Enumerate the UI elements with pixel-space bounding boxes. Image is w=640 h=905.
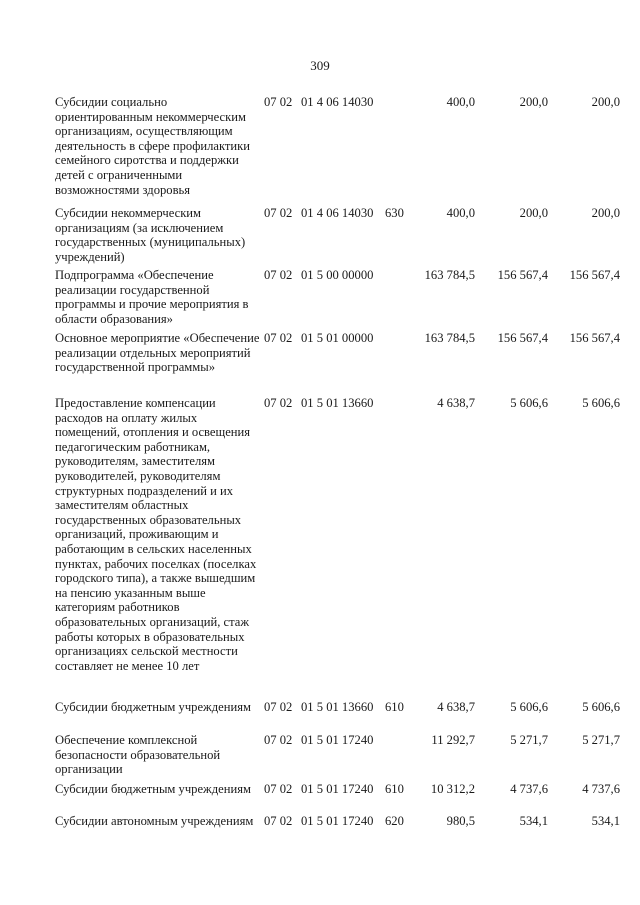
target-article: 01 5 01 13660	[301, 700, 374, 714]
row-name: Основное мероприятие «Обеспечение реализации отдельных мероприятий государственной программы»	[55, 331, 260, 375]
target-article: 01 5 01 13660	[301, 396, 374, 410]
row-name: Предоставление компенсации расходов на оплату жилых помещений, отопления и освещения педагогическим работникам, руководителям, заместителям руководителей, руководителям структурных подразделений и их заместителям областных государственных образовательных организаций, проживающим и работающим в сельских населенных пунктах, рабочих поселках (поселках городского типа), а также вышедшим на пенсию указанным выше категориям работников образовательных организаций, стаж работы которых в образовательных организациях сельской местности составляет не менее 10 лет	[55, 396, 257, 673]
row-name: Субсидии бюджетным учреждениям	[55, 782, 251, 796]
expense-type: 630	[385, 206, 404, 220]
expense-type: 610	[385, 700, 404, 714]
amount-year-1: 400,0	[446, 206, 475, 220]
amount-year-3: 156 567,4	[569, 331, 620, 345]
amount-year-1: 163 784,5	[424, 331, 475, 345]
section-code: 07 02	[264, 700, 293, 714]
amount-year-3: 5 271,7	[582, 733, 620, 747]
amount-year-1: 4 638,7	[437, 396, 475, 410]
row-name: Подпрограмма «Обеспечение реализации государственной программы и прочие мероприятия в области образования»	[55, 268, 249, 326]
amount-year-1: 10 312,2	[430, 782, 475, 796]
section-code: 07 02	[264, 206, 293, 220]
expense-type: 610	[385, 782, 404, 796]
page-number: 309	[310, 58, 330, 73]
section-code: 07 02	[264, 733, 293, 747]
expense-type: 620	[385, 814, 404, 828]
amount-year-1: 11 292,7	[431, 733, 475, 747]
amount-year-3: 5 606,6	[582, 396, 620, 410]
amount-year-2: 5 606,6	[510, 700, 548, 714]
amount-year-1: 980,5	[446, 814, 475, 828]
row-name: Обеспечение комплексной безопасности образовательной организации	[55, 733, 221, 777]
amount-year-2: 156 567,4	[497, 331, 548, 345]
amount-year-3: 200,0	[591, 206, 620, 220]
section-code: 07 02	[264, 814, 293, 828]
section-code: 07 02	[264, 268, 293, 282]
amount-year-1: 4 638,7	[437, 700, 475, 714]
section-code: 07 02	[264, 95, 293, 109]
target-article: 01 5 00 00000	[301, 268, 374, 282]
section-code: 07 02	[264, 396, 293, 410]
section-code: 07 02	[264, 782, 293, 796]
amount-year-3: 534,1	[591, 814, 620, 828]
amount-year-2: 200,0	[519, 95, 548, 109]
amount-year-2: 5 271,7	[510, 733, 548, 747]
amount-year-2: 4 737,6	[510, 782, 548, 796]
target-article: 01 4 06 14030	[301, 206, 374, 220]
row-name: Субсидии некоммерческим организациям (за исключением государственных (муниципальных) учреждений)	[55, 206, 246, 264]
amount-year-2: 200,0	[519, 206, 548, 220]
amount-year-3: 5 606,6	[582, 700, 620, 714]
section-code: 07 02	[264, 331, 293, 345]
row-name: Субсидии бюджетным учреждениям	[55, 700, 251, 714]
amount-year-3: 156 567,4	[569, 268, 620, 282]
target-article: 01 5 01 17240	[301, 782, 374, 796]
amount-year-2: 156 567,4	[497, 268, 548, 282]
target-article: 01 4 06 14030	[301, 95, 374, 109]
amount-year-3: 200,0	[591, 95, 620, 109]
row-name: Субсидии автономным учреждениям	[55, 814, 254, 828]
row-name: Субсидии социально ориентированным некоммерческим организациям, осуществляющим деятельность в сфере профилактики семейного сиротства и поддержки детей с ограниченными возможностями здоровья	[55, 95, 251, 197]
amount-year-2: 534,1	[519, 814, 548, 828]
amount-year-3: 4 737,6	[582, 782, 620, 796]
amount-year-1: 163 784,5	[424, 268, 475, 282]
target-article: 01 5 01 17240	[301, 733, 374, 747]
target-article: 01 5 01 00000	[301, 331, 374, 345]
amount-year-1: 400,0	[446, 95, 475, 109]
target-article: 01 5 01 17240	[301, 814, 374, 828]
amount-year-2: 5 606,6	[510, 396, 548, 410]
